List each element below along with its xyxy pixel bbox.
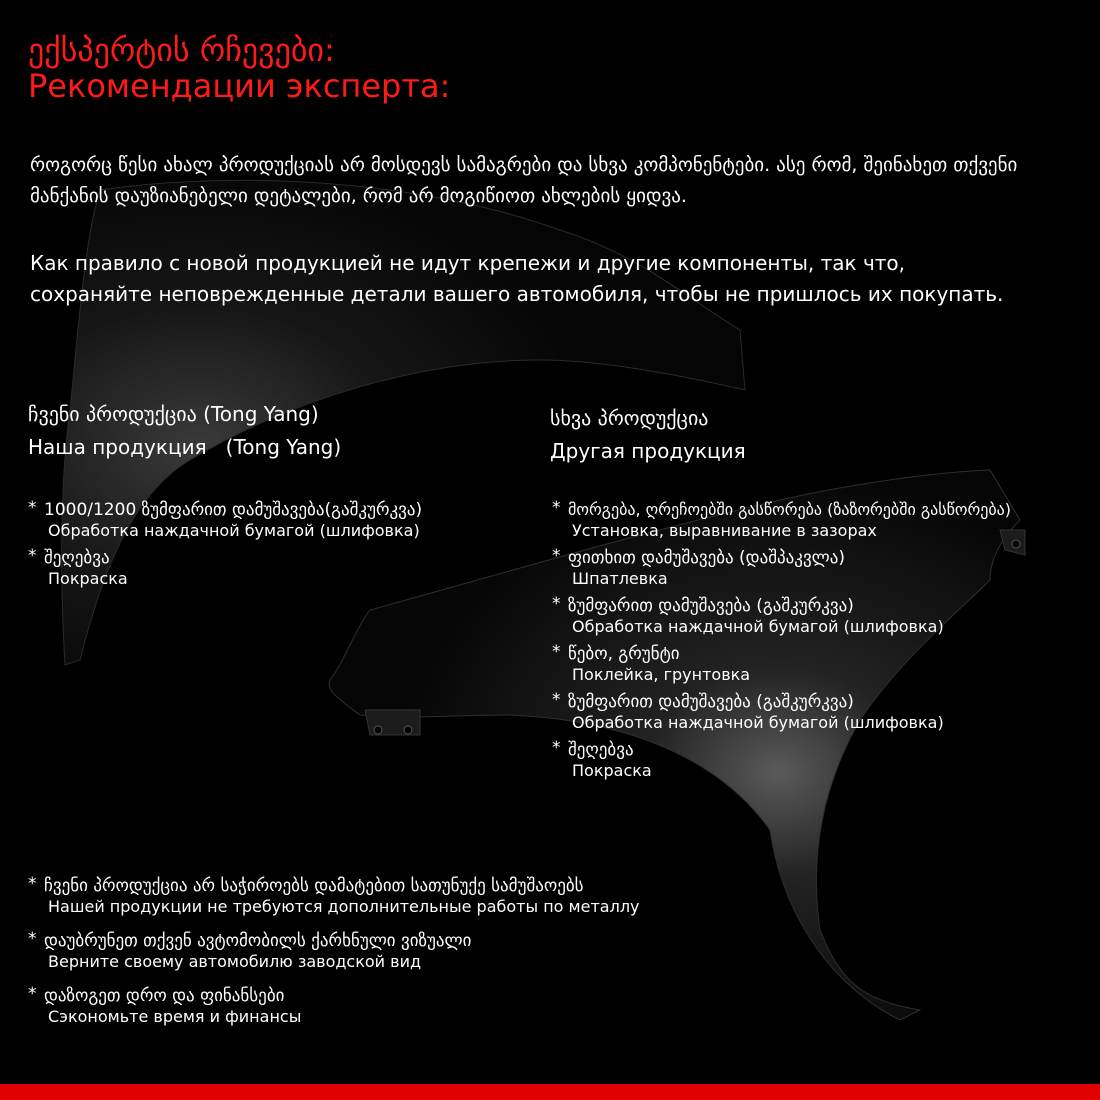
bullet-star: * xyxy=(552,738,561,758)
list-item xyxy=(552,644,1011,685)
step-label-ru: Обработка наждачной бумагой (шлифовка) xyxy=(572,617,944,636)
list-item xyxy=(28,548,422,589)
step-label-ru: Шпатлевка xyxy=(572,569,668,588)
title-russian: Рекомендации эксперта: xyxy=(28,67,451,105)
step-label-ru: Покраска xyxy=(48,569,128,588)
step-label-ka: წებო, გრუნტი xyxy=(568,644,680,664)
other-product-heading xyxy=(550,402,746,468)
step-label-ka: ფითხით დამუშავება (დაშპაკვლა) xyxy=(568,548,846,568)
bullet-star: * xyxy=(552,642,561,662)
step-label-ka: 1000/1200 ზუმფარით დამუშავება(გაშკურკვა) xyxy=(44,500,423,520)
bullet-star: * xyxy=(552,498,561,518)
bullet-star: * xyxy=(552,690,561,710)
benefit-ka: ჩვენი პროდუქცია არ საჭიროებს დამატებით სათუნუქე სამუშაოებს xyxy=(44,876,584,896)
step-label-ru: Установка, выравнивание в зазорах xyxy=(572,521,877,540)
step-label-ka: შეღებვა xyxy=(44,548,110,568)
step-label-ru: Обработка наждачной бумагой (шлифовка) xyxy=(572,713,944,732)
other-product-steps xyxy=(552,500,1011,788)
list-item xyxy=(552,740,1011,781)
our-product-heading-ka: ჩვენი პროდუქცია (Tong Yang) xyxy=(28,402,319,426)
benefit-ru: Нашей продукции не требуются дополнительные работы по металлу xyxy=(48,897,640,916)
step-label-ka: ზუმფარით დამუშავება (გაშკურკვა) xyxy=(568,692,854,712)
other-product-heading-ka: სხვა პროდუქცია xyxy=(550,406,709,430)
list-item xyxy=(552,548,1011,589)
benefit-ru: Сэкономьте время и финансы xyxy=(48,1007,302,1026)
title-georgian: ექსპერტის რჩევები: xyxy=(28,31,335,69)
step-label-ru: Покраска xyxy=(572,761,652,780)
step-label-ka: შეღებვა xyxy=(568,740,634,760)
bullet-star: * xyxy=(28,498,37,518)
benefit-ka: დაუბრუნეთ თქვენ ავტომობილს ქარხნული ვიზუალი xyxy=(44,931,472,951)
step-label-ru: Обработка наждачной бумагой (шлифовка) xyxy=(48,521,420,540)
bullet-star: * xyxy=(28,929,37,949)
intro-russian: Как правило с новой продукцией не идут крепежи и другие компоненты, так что, сохраняйте неповрежденные детали вашего автомобиля, чтобы не пришлось их покупать. xyxy=(30,251,1004,306)
bullet-star: * xyxy=(28,984,37,1004)
step-label-ru: Поклейка, грунтовка xyxy=(572,665,751,684)
bullet-star: * xyxy=(28,874,37,894)
list-item xyxy=(552,500,1011,541)
list-item xyxy=(28,931,640,972)
our-product-heading xyxy=(28,398,341,464)
list-item xyxy=(552,692,1011,733)
our-product-heading-ru: Наша продукция (Tong Yang) xyxy=(28,435,342,459)
benefit-ru: Верните своему автомобилю заводской вид xyxy=(48,952,422,971)
bullet-star: * xyxy=(552,546,561,566)
list-item xyxy=(28,876,640,917)
step-label-ka: მორგება, ღრეჩოებში გასწორება (ზაზორებში გასწორება) xyxy=(568,500,1011,519)
bullet-star: * xyxy=(28,546,37,566)
step-label-ka: ზუმფარით დამუშავება (გაშკურკვა) xyxy=(568,596,854,616)
intro-georgian: როგორც წესი ახალ პროდუქციას არ მოსდევს სამაგრები და სხვა კომპონენტები. ასე რომ, შეინახეთ თქვენი მანქანის დაუზიანებელი დეტალები, რომ არ მოგიწიოთ ახლების ყიდვა. xyxy=(30,154,1018,207)
other-product-heading-ru: Другая продукция xyxy=(550,439,746,463)
our-product-steps xyxy=(28,500,422,596)
list-item xyxy=(28,986,640,1027)
benefit-ka: დაზოგეთ დრო და ფინანსები xyxy=(44,986,285,1006)
list-item xyxy=(552,596,1011,637)
bottom-accent-bar xyxy=(0,1084,1100,1100)
list-item xyxy=(28,500,422,541)
bullet-star: * xyxy=(552,594,561,614)
benefits-list xyxy=(28,876,640,1041)
